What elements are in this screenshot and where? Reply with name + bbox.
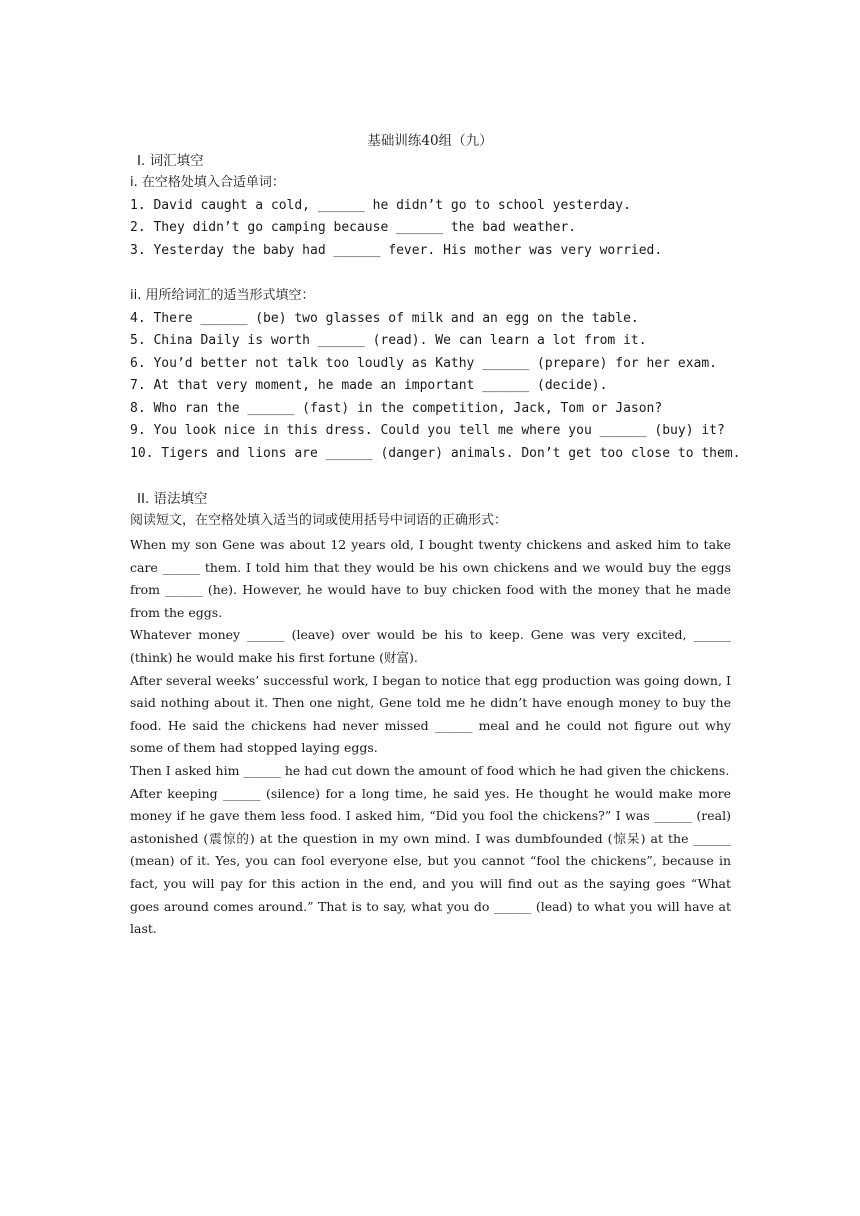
question-4: 4. There ______ (be) two glasses of milk and an egg on the table. [130, 311, 639, 326]
passage-paragraph-5: After keeping ______ (silence) for a long time, he said yes. He thought he would make more money if he gave them less food. I asked him, “Did you fool the chickens?” I was ______ (real) astonished (震惊的) at the question in my own mind. I was dumbfounded (惊呆) at the ______ (mean) of it. Yes, you can fool everyone else, but you cannot “fool the chickens”, because in fact, you will pay for this action in the end, and you will find out as the saying goes “What goes around comes around.” That is to say, what you do ______ (lead) to what you will have at last. [130, 785, 731, 937]
part-i-instruction: i. 在空格处填入合适单词： [130, 175, 285, 190]
section1-heading: I. 词汇填空 [137, 153, 204, 169]
question-10: 10. Tigers and lions are ______ (danger) animals. Don’t get too close to them. [130, 446, 741, 461]
section2-heading: II. 语法填空 [137, 491, 208, 507]
question-8: 8. Who ran the ______ (fast) in the competition, Jack, Tom or Jason? [130, 401, 663, 416]
passage-paragraph-4: Then I asked him ______ he had cut down the amount of food which he had given the chickens. [130, 762, 730, 778]
question-3: 3. Yesterday the baby had ______ fever. His mother was very worried. [130, 243, 663, 258]
passage-paragraph-1: When my son Gene was about 12 years old, I bought twenty chickens and asked him to take care ______ them. I told him that they would be his own chickens and we would buy the eggs from ______ (he). However, he would have to buy chicken food with the money that he made from the eggs. [130, 537, 731, 620]
question-1: 1. David caught a cold, ______ he didn’t go to school yesterday. [130, 198, 631, 213]
question-2: 2. They didn’t go camping because ______ the bad weather. [130, 220, 577, 235]
question-7: 7. At that very moment, he made an important ______ (decide). [130, 378, 608, 393]
document-title: 基础训练40组（九） [367, 133, 493, 149]
passage-paragraph-2: Whatever money ______ (leave) over would be his to keep. Gene was very excited, ______ (think) he would make his first fortune (财富). [130, 627, 731, 665]
reading-passage [130, 534, 731, 941]
section2-instruction: 阅读短文，在空格处填入适当的词或使用括号中词语的正确形式： [130, 513, 508, 528]
passage-paragraph-3: After several weeks’ successful work, I began to notice that egg production was going down, I said nothing about it. Then one night, Gene told me he didn’t have enough money to buy the food. He said the chickens had never missed ______ meal and he could not figure out why some of them had stopped laying eggs. [130, 672, 731, 756]
question-6: 6. You’d better not talk too loudly as Kathy ______ (prepare) for her exam. [130, 356, 717, 371]
part-ii-instruction: ii. 用所给词汇的适当形式填空： [130, 288, 315, 303]
question-9: 9. You look nice in this dress. Could you tell me where you ______ (buy) it? [130, 423, 725, 438]
question-5: 5. China Daily is worth ______ (read). We can learn a lot from it. [130, 333, 647, 348]
